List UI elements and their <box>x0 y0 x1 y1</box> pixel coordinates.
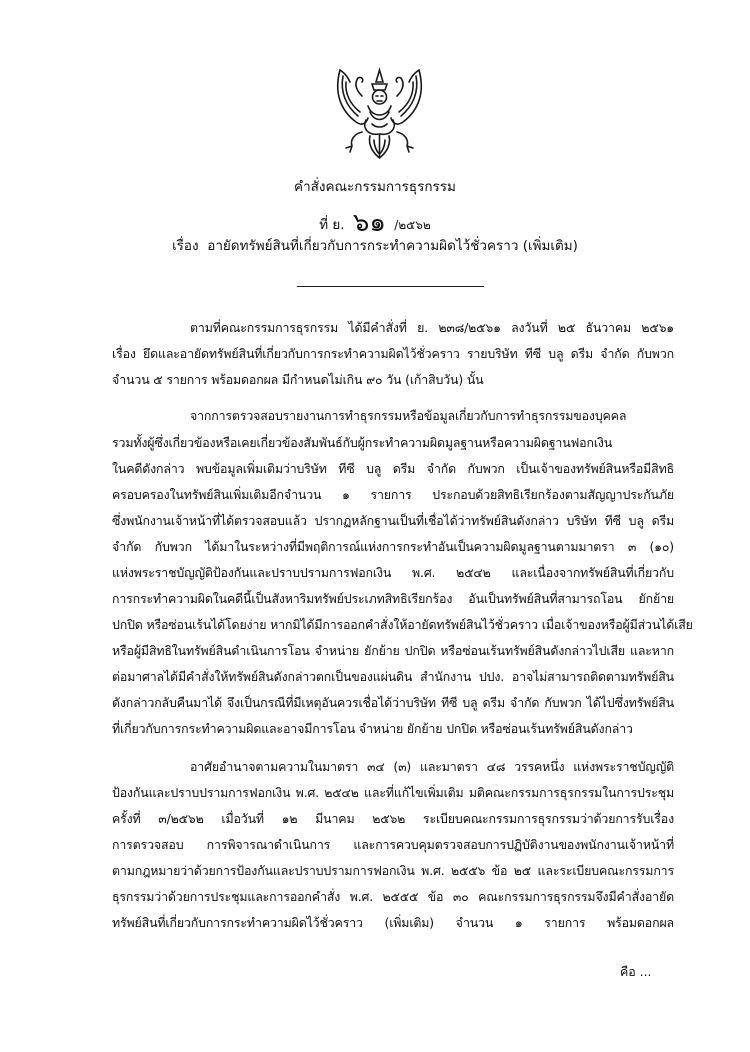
text-line: ตามที่คณะกรรมการธุรกรรม ได้มีคำสั่งที่ ย. ๒๓๘/๒๕๖๑ ลงวันที่ ๒๕ ธันวาคม ๒๕๖๑ <box>190 320 674 335</box>
text-line: ตามกฎหมายว่าด้วยการป้องกันและปราบปรามการฟอกเงิน พ.ศ. ๒๕๕๖ ข้อ ๒๕ และระเบียบคณะกรรมการ <box>112 863 674 878</box>
order-number: ๖๑ <box>352 208 386 238</box>
text-line: ปกปิด หรือซ่อนเร้นได้โดยง่าย หากมิได้มีการออกคำสั่งให้อายัดทรัพย์สินไว้ชั่วคราว เมื่อเจ้าของหรือผู้มีส่วนได้เสีย <box>112 617 693 632</box>
text-line: เรื่อง ยึดและอายัดทรัพย์สินที่เกี่ยวกับการกระทำความผิดไว้ชั่วคราว รายบริษัท ทีซี บลู ดรีม จำกัด กับพวก <box>112 346 674 361</box>
text-line: ทรัพย์สินที่เกี่ยวกับการกระทำความผิดไว้ชั่วคราว (เพิ่มเติม) จำนวน ๑ รายการ พร้อมดอกผล <box>112 915 674 930</box>
text-line: การกระทำความผิดในคดีนี้เป็นสังหาริมทรัพย์ประเภทสิทธิเรียกร้อง อันเป็นทรัพย์สินที่สามารถโอน ยักย้าย <box>112 591 674 606</box>
text-line: จำกัด กับพวก ได้มาในระหว่างที่มีพฤติการณ์แห่งการกระทำอันเป็นความผิดมูลฐานตามมาตรา ๓ (๑๐) <box>112 539 674 554</box>
text-line: ครอบครองในทรัพย์สินเพิ่มเติมอีกจำนวน ๑ รายการ ประกอบด้วยสิทธิเรียกร้องตามสัญญาประกันภัย <box>112 487 674 502</box>
text-line: แห่งพระราชบัญญัติป้องกันและปราบปรามการฟอกเงิน พ.ศ. ๒๕๔๒ และเนื่องจากทรัพย์สินที่เกี่ยวกับ <box>112 565 674 580</box>
text-line: ครั้งที่ ๓/๒๕๖๒ เมื่อวันที่ ๑๒ มีนาคม ๒๕๖๒ ระเบียบคณะกรรมการธุรกรรมว่าด้วยการรับเรื่อง <box>112 811 674 826</box>
garuda-emblem-icon <box>332 62 427 162</box>
text-line: ป้องกันและปราบปรามการฟอกเงิน พ.ศ. ๒๕๔๒ และที่แก้ไขเพิ่มเติม มติคณะกรรมการธุรกรรมในการประชุม <box>112 785 674 800</box>
text-line: ที่เกี่ยวกับการกระทำความผิดและอาจมีการโอน จำหน่าย ยักย้าย ปกปิด หรือซ่อนเร้นทรัพย์สินดังกล่าว <box>112 721 633 736</box>
order-prefix: ที่ ย. <box>319 217 345 233</box>
text-line: ต่อมาศาลได้มีคำสั่งให้ทรัพย์สินดังกล่าวตกเป็นของแผ่นดิน สำนักงาน ปปง. อาจไม่สามารถติดตามทรัพย์สิน <box>112 669 674 684</box>
header-divider <box>297 286 484 287</box>
text-line: อาศัยอำนาจตามความในมาตรา ๓๔ (๓) และมาตรา ๔๘ วรรคหนึ่ง แห่งพระราชบัญญัติ <box>190 759 674 774</box>
text-line: ดังกล่าวกลับคืนมาได้ จึงเป็นกรณีที่มีเหตุอันควรเชื่อได้ว่าบริษัท ทีซี บลู ดรีม จำกัด กับพวก ได้ไปซึ่งทรัพย์สิน <box>112 695 674 710</box>
text-line: จากการตรวจสอบรายงานการทำธุรกรรมหรือข้อมูลเกี่ยวกับการทำธุรกรรมของบุคคล <box>190 408 627 423</box>
text-line: ซึ่งพนักงานเจ้าหน้าที่ได้ตรวจสอบแล้ว ปรากฏหลักฐานเป็นที่เชื่อได้ว่าทรัพย์สินดังกล่าว บริษัท ทีซี บลู ดรีม <box>112 513 674 528</box>
text-line: หรือผู้มีสิทธิในทรัพย์สินดำเนินการโอน จำหน่าย ยักย้าย ปกปิด หรือซ่อนเร้นทรัพย์สินดังกล่าวไปเสีย และหาก <box>112 643 674 658</box>
text-line: รวมทั้งผู้ซึ่งเกี่ยวข้องหรือเคยเกี่ยวข้องสัมพันธ์กับผู้กระทำความผิดมูลฐานหรือความผิดฐานฟอกเงิน <box>112 435 613 450</box>
text-line: ในคดีดังกล่าว พบข้อมูลเพิ่มเติมว่าบริษัท ทีซี บลู ดรีม จำกัด กับพวก เป็นเจ้าของทรัพย์สินหรือมีสิทธิ <box>112 461 674 476</box>
text-line: การตรวจสอบ การพิจารณาดำเนินการ และการควบคุมตรวจสอบการปฏิบัติงานของพนักงานเจ้าหน้าที่ <box>112 837 674 852</box>
order-year: /๒๕๖๒ <box>394 218 431 232</box>
subject-line: เรื่อง อายัดทรัพย์สินที่เกี่ยวกับการกระทำความผิดไว้ชั่วคราว (เพิ่มเติม) <box>172 238 578 254</box>
text-line: ธุรกรรมว่าด้วยการประชุมและการออกคำสั่ง พ.ศ. ๒๕๕๕ ข้อ ๓๐ คณะกรรมการธุรกรรมจึงมีคำสั่งอายัด <box>112 889 674 904</box>
text-line: จำนวน ๕ รายการ พร้อมดอกผล มีกำหนดไม่เกิน ๙๐ วัน (เก้าสิบวัน) นั้น <box>112 372 484 387</box>
issuer-title: คำสั่งคณะกรรมการธุรกรรม <box>294 179 456 195</box>
continuation-marker: คือ ... <box>620 964 652 979</box>
